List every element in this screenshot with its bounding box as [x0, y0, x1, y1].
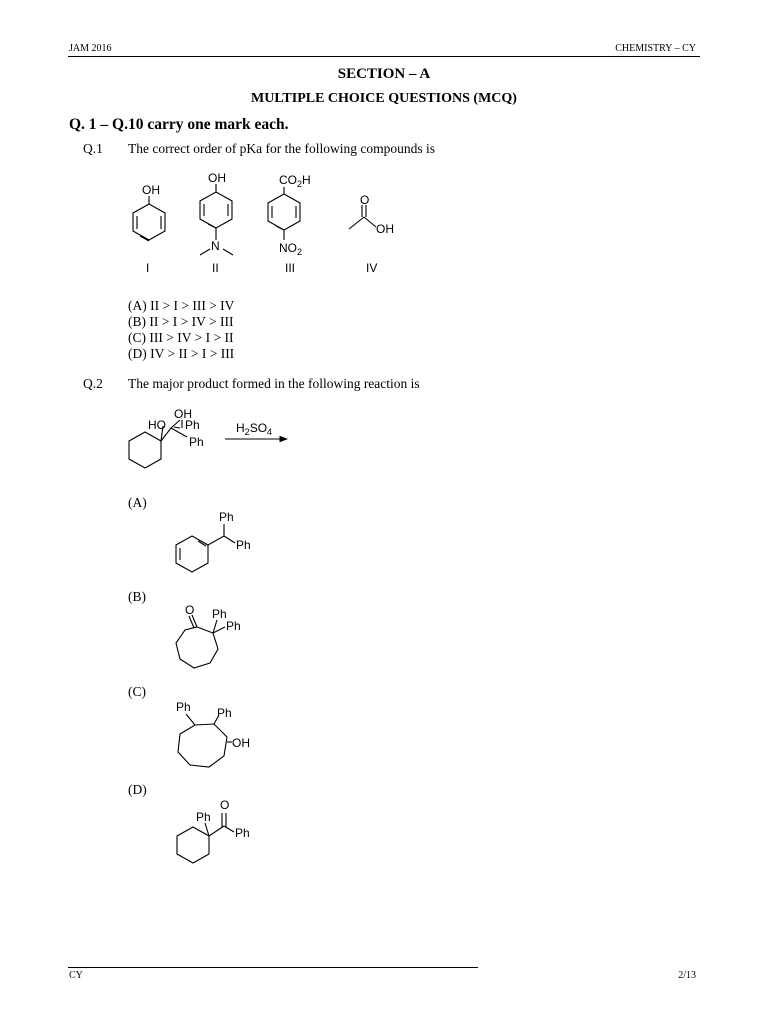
- compound-iv-oh: OH: [376, 222, 394, 236]
- section-title: SECTION – A: [337, 66, 431, 82]
- q2-option-a-label: (A): [128, 495, 147, 510]
- option-b-ph-2: Ph: [226, 619, 241, 633]
- option-a-structure: [176, 524, 235, 572]
- reagent-h2so4: $H_2SO_4$: [236, 421, 273, 437]
- q1-option-d: (D) IV > II > I > III: [128, 346, 235, 361]
- footer-rule: [68, 967, 478, 968]
- option-d-ph-1: Ph: [196, 810, 211, 824]
- question-number: Q.1: [83, 141, 103, 156]
- reactant-oh: OH: [174, 407, 192, 421]
- compound-iii-bottom: $NO_2$: [279, 241, 303, 257]
- option-c-oh: OH: [232, 736, 250, 750]
- q2-option-b-label: (B): [128, 589, 146, 604]
- compound-label-ii: II: [212, 261, 219, 275]
- option-b-structure: [176, 615, 225, 668]
- option-d-o: O: [220, 798, 230, 812]
- compound-label-iv: IV: [366, 261, 378, 275]
- option-a-ph-1: Ph: [219, 510, 234, 524]
- compound-iii-top: $CO_2H$: [279, 173, 311, 189]
- option-a-ph-2: Ph: [236, 538, 251, 552]
- reactant-ph-1: Ph: [185, 418, 200, 432]
- option-c-structure: [178, 714, 232, 767]
- question-text: The major product formed in the following reaction is: [128, 376, 420, 391]
- option-d-ph-2: Ph: [235, 826, 250, 840]
- option-c-ph-1: Ph: [176, 700, 191, 714]
- q1-option-a: (A) II > I > III > IV: [128, 298, 235, 313]
- reactant-ho: HO: [148, 418, 166, 432]
- question-number: Q.2: [83, 376, 103, 391]
- compound-label-i: I: [146, 261, 150, 275]
- marks-note: Q. 1 – Q.10 carry one mark each.: [69, 116, 289, 133]
- header-exam-name: JAM 2016: [69, 43, 112, 54]
- option-c-ph-2: Ph: [217, 706, 232, 720]
- option-b-ph-1: Ph: [212, 607, 227, 621]
- option-b-o: O: [185, 603, 195, 617]
- question-text: The correct order of pKa for the following compounds is: [128, 141, 436, 156]
- compound-ii-oh: OH: [208, 171, 226, 185]
- q1-option-c: (C) III > IV > I > II: [128, 330, 234, 345]
- reactant-ph-2: Ph: [189, 435, 204, 449]
- compound-i-oh: OH: [142, 183, 160, 197]
- section-subtitle: MULTIPLE CHOICE QUESTIONS (MCQ): [251, 91, 517, 106]
- page-number: 2/13: [678, 970, 696, 981]
- q2-option-c-label: (C): [128, 684, 146, 699]
- compound-iv-o: O: [360, 193, 370, 207]
- compound-ii-n: N: [211, 239, 220, 253]
- q1-option-b: (B) II > I > IV > III: [128, 314, 234, 329]
- q2-option-d-label: (D): [128, 782, 147, 797]
- compound-label-iii: III: [285, 261, 296, 275]
- footer-subject-code: CY: [69, 970, 83, 981]
- header-subject: CHEMISTRY – CY: [615, 43, 696, 54]
